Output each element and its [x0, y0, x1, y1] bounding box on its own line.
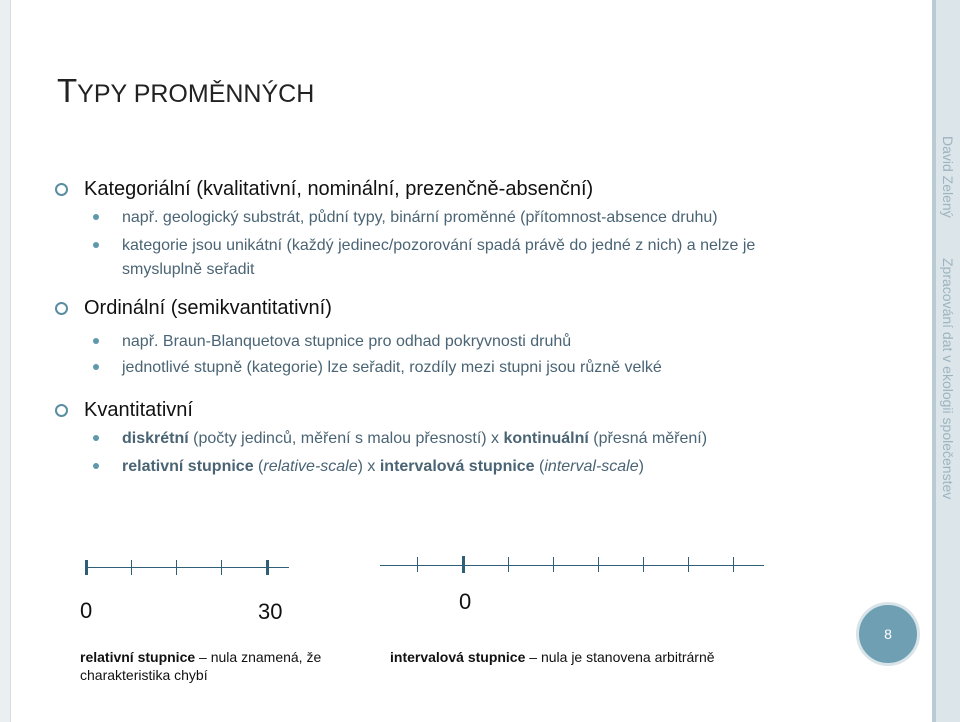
ruler-tick-zero: [85, 560, 88, 575]
caption-text: – nula je stanovena arbitrárně: [525, 649, 715, 665]
slide-title-rest: YPY PROMĚNNÝCH: [77, 80, 315, 108]
term-discrete: diskrétní: [122, 430, 189, 447]
text-fragment: (přesná měření): [588, 430, 708, 447]
ruler-tick: [553, 557, 554, 572]
ruler-tick: [176, 560, 177, 575]
interval-scale-caption: [390, 648, 790, 666]
ruler-tick-zero: [462, 556, 465, 573]
relative-scale-ruler: [85, 556, 291, 578]
text-fragment: (počty jedinců, měření s malou přesností) x: [188, 430, 504, 447]
ruler-tick: [688, 557, 689, 572]
ring-bullet-icon: [55, 183, 68, 196]
relative-scale-end-label: 30: [258, 599, 283, 624]
term-interval-scale-en: interval-scale: [544, 458, 639, 475]
ruler-tick: [733, 557, 734, 572]
relative-scale-caption: [80, 648, 345, 684]
ruler-tick: [131, 560, 132, 575]
term-continuous: kontinuální: [503, 430, 589, 447]
bullet-heading: Ordinální (semikvantitativní): [84, 297, 332, 319]
ruler-tick: [643, 557, 644, 572]
ruler-tick: [417, 557, 418, 572]
course-vertical-text: Zpracování dat v ekologii společenstev: [940, 258, 956, 500]
relative-scale-zero-label: 0: [80, 598, 93, 623]
slide-title-cap: T: [57, 72, 78, 109]
ruler-tick-end: [266, 560, 269, 575]
text-fragment: (: [534, 458, 545, 475]
sub-bullet-text: např. Braun-Blanquetova stupnice pro odhad pokryvnosti druhů: [122, 333, 572, 350]
sub-bullet-text: [122, 455, 822, 479]
bullet-heading: Kvantitativní: [84, 399, 193, 421]
sub-bullet-text: kategorie jsou unikátní (každý jedinec/pozorování spadá právě do jedné z nich) a nelze je smysluplně seřadit: [122, 237, 756, 278]
slide-title: [57, 72, 314, 110]
author-vertical-text: David Zelený: [940, 136, 956, 218]
bullet-heading: Kategoriální (kvalitativní, nominální, prezenčně-absenční): [84, 178, 594, 200]
text-fragment: ) x: [357, 458, 380, 475]
text-fragment: (: [253, 458, 264, 475]
caption-text: – nula znamená, že charakteristika chybí: [80, 649, 322, 683]
dot-bullet-icon: [93, 463, 99, 469]
caption-term: relativní stupnice: [80, 649, 196, 665]
interval-scale-ruler: [380, 553, 766, 575]
term-interval-scale: intervalová stupnice: [379, 458, 535, 475]
term-relative-scale-en: relative-scale: [263, 458, 358, 475]
left-rail: [0, 0, 11, 722]
dot-bullet-icon: [93, 338, 99, 344]
ruler-axis: [380, 565, 764, 566]
ruler-tick: [221, 560, 222, 575]
ruler-axis: [85, 567, 289, 568]
ring-bullet-icon: [55, 302, 68, 315]
ruler-tick: [598, 557, 599, 572]
term-relative-scale: relativní stupnice: [122, 458, 254, 475]
text-fragment: ): [638, 458, 644, 475]
ruler-tick: [508, 557, 509, 572]
sub-bullet-text: např. geologický substrát, půdní typy, binární proměnné (přítomnost-absence druhu): [122, 209, 718, 226]
sub-bullet-text: [122, 427, 822, 451]
page-number-badge: 8: [856, 602, 920, 666]
dot-bullet-icon: [93, 364, 99, 370]
dot-bullet-icon: [93, 435, 99, 441]
sub-bullet-text: jednotlivé stupně (kategorie) lze seřadit, rozdíly mezi stupni jsou různě velké: [122, 359, 662, 376]
caption-term: intervalová stupnice: [390, 649, 526, 665]
ring-bullet-icon: [55, 404, 68, 417]
dot-bullet-icon: [93, 214, 99, 220]
dot-bullet-icon: [93, 242, 99, 248]
interval-scale-zero-label: 0: [459, 589, 472, 614]
